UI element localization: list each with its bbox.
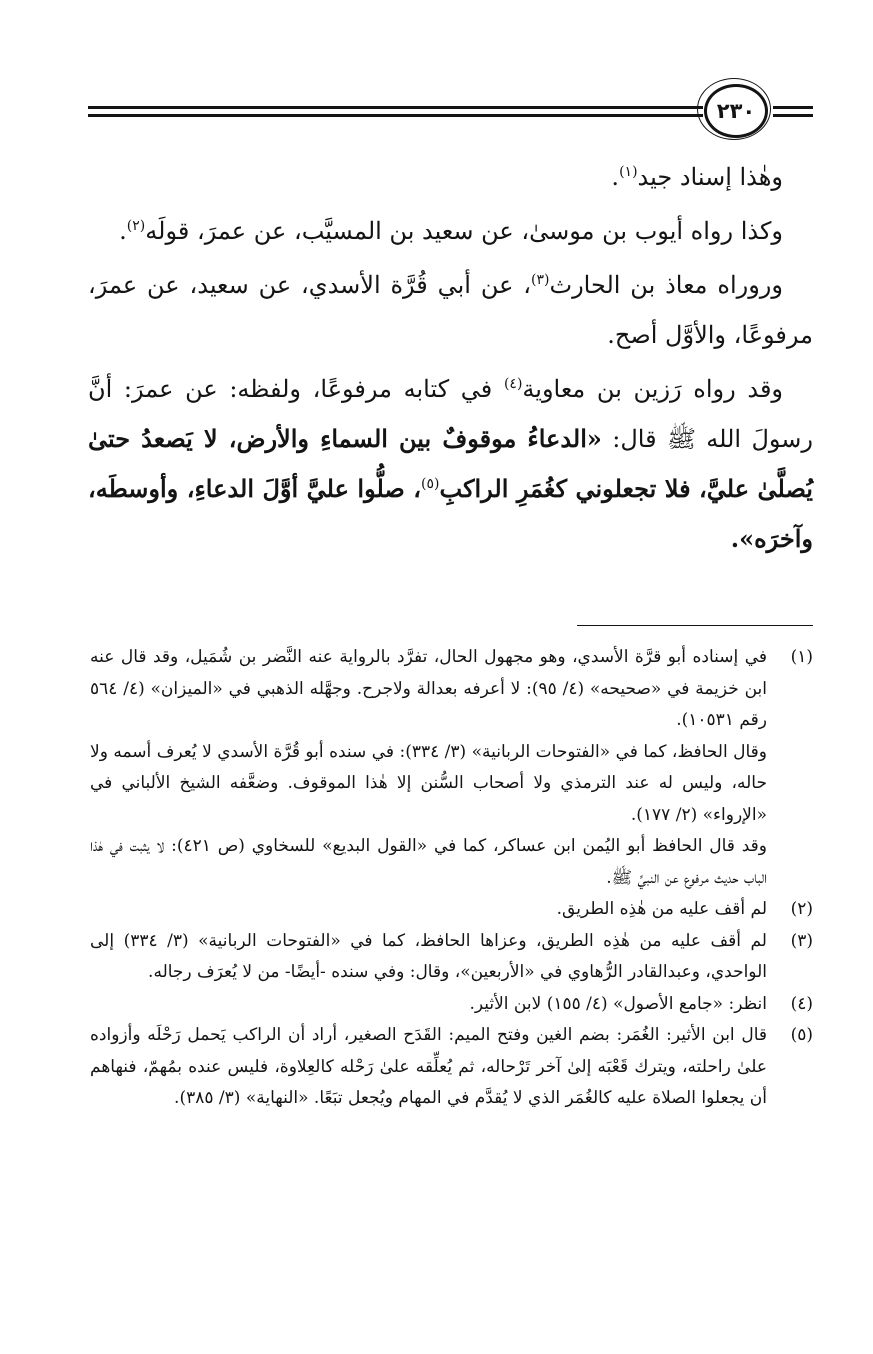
footnote-text: انظر: «جامع الأصول» (٤/ ١٥٥) لابن الأثير. (469, 993, 767, 1014)
header-rule-top (88, 106, 703, 109)
paragraph-2: وكذا رواه أيوب بن موسىٰ، عن سعيد بن المسيَّب، عن عمرَ، قولَه$^{(٢)}$. (119, 217, 783, 245)
footnote-number: (٣) (790, 930, 813, 951)
footnote-text: وقال الحافظ، كما في «الفتوحات الربانية» (٣/ ٣٣٤): في سنده أبو قُرَّة الأسدي لا يُعرف أسمه ولا حاله، وليس له عند الترمذي ولا أصحاب السُّنن إلا هٰذا الموقوف. وضعَّفه الشيخ الألباني في «الإرواء» (٢/ ١٧٧). (90, 741, 767, 825)
footnotes (90, 642, 813, 1115)
footnote-number: (٢) (790, 899, 813, 919)
paragraph-4: وقد رواه رَزين بن معاوية$^{(٤)}$ في كتابه مرفوعًا، ولفظه: عن عمرَ: أنَّ رسولَ الله ﷺ قال: «الدعاءُ موقوفٌ بين السماءِ والأرض، لا يَصعدُ حتىٰ يُصلَّىٰ عليَّ، فلا تجعلوني كغُمَرِ الراكبِ$^{(٥)}$، صلُّوا عليَّ أوَّلَ الدعاءِ، وأوسطَه، وآخرَه». (88, 375, 813, 553)
header-rule-right-top (773, 106, 813, 109)
footnote-ref-3[interactable]: (٣) (531, 272, 550, 288)
hadith-text: «الدعاءُ موقوفٌ بين السماءِ والأرض، لا يَصعدُ حتىٰ يُصلَّىٰ عليَّ، فلا تجعلوني كغُمَرِ الراكبِ (88, 424, 813, 503)
footnote-number: (٤) (790, 993, 813, 1014)
footnote-ref-4[interactable]: (٤) (503, 376, 523, 392)
footnote-separator (577, 625, 813, 626)
footnote-number: (١) (790, 647, 813, 667)
footnote-2 (90, 894, 813, 926)
footnote-text: لم أقف عليه من هٰذِه الطريق. (556, 899, 767, 919)
footnote-text: في إسناده أبو قرَّة الأسدي، وهو مجهول الحال، تفرَّد بالرواية عنه النَّضر بن شُمَيل، وقد قال عنه ابن خزيمة في «صحيحه» (٤/ ٩٥): لا أعرفه بعدالة ولاجرح. وجهَّله الذهبي في «الميزان» (٤/ ٥٦٤ رقم ١٠٥٣١). (90, 647, 767, 730)
main-text (88, 152, 813, 568)
footnote-ref-1[interactable]: (١) (619, 164, 638, 180)
footnote-text: وقد قال الحافظ أبو اليُمن ابن عساكر، كما في «القول البديع» للسخاوي (ص ٤٢١): لا يثبت في هٰذا الباب حديث مرفوع عن النبيِّ ﷺ. (90, 836, 767, 888)
footnote-3 (90, 926, 813, 989)
hadith-text-end: ، صلُّوا عليَّ أوَّلَ الدعاءِ، وأوسطَه، وآخرَه». (88, 474, 813, 553)
header-rule-bottom (88, 114, 703, 117)
footnote-ref-5[interactable]: (٥) (421, 476, 440, 492)
page-number: ٢٣٠ (704, 84, 768, 138)
paragraph-1: وهٰذا إسناد جيد$^{(١)}$. (611, 163, 783, 191)
footnote-text: لم أقف عليه من هٰذِه الطريق، وعزاها الحافظ، كما في «الفتوحات الربانية» (٣/ ٣٣٤) إلى الواحدي، وعبدالقادر الرُّهاوي في «الأربعين»، وقال: وفي سنده -أيضًا- من لا يُعرَف رجاله. (90, 930, 767, 982)
footnote-1 (90, 642, 813, 894)
paragraph-3: وروراه معاذ بن الحارث$^{(٣)}$، عن أبي قُرَّة الأسدي، عن سعيد، عن عمرَ، مرفوعًا، والأوَّل أصح. (88, 271, 813, 349)
header-rule-right-bottom (773, 114, 813, 117)
footnote-ref-2[interactable]: (٢) (126, 218, 146, 234)
footnote-4 (90, 989, 813, 1021)
footnote-text: قال ابن الأثير: الغُمَر: بضم الغين وفتح الميم: القَدَح الصغير، أراد أن الراكب يَحمل رَحْلَه وأزواده علىٰ راحلته، ويترك قَعْبَه إلىٰ آخر تَرْحاله، ثم يُعلِّقه علىٰ رَحْله كالعِلاوة، فليس عنده بمُهمّ، فنهاهم أن يجعلوا الصلاة عليه كالغُمَر الذي لا يُقدَّم في المهام ويُجعل تبَعًا. «النهاية» (٣/ ٣٨٥). (90, 1025, 767, 1108)
footnote-number: (٥) (790, 1025, 813, 1045)
footnote-5 (90, 1020, 813, 1115)
